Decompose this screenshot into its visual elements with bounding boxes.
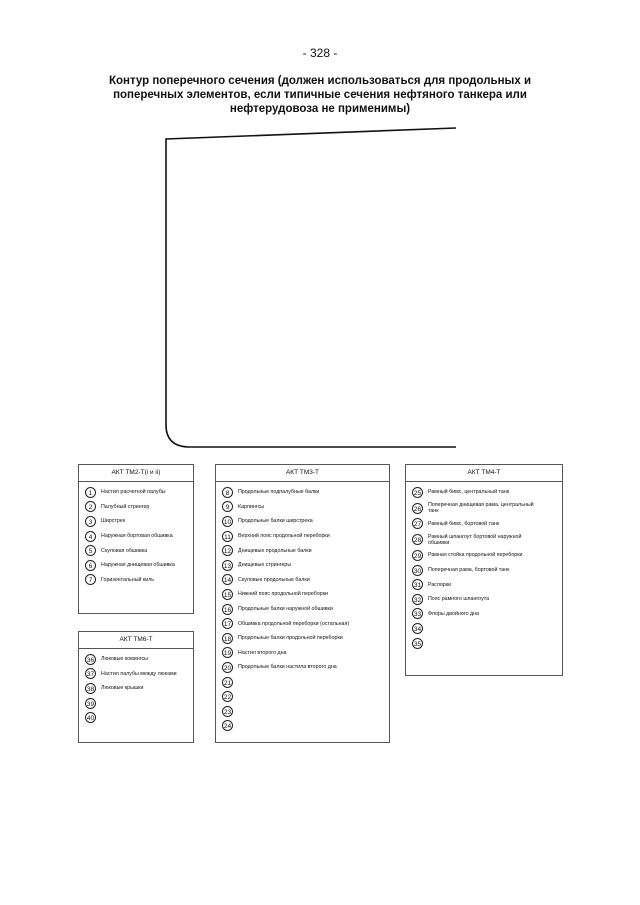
item-number-badge: 17 xyxy=(222,618,233,629)
item-number-badge: 13 xyxy=(222,560,233,571)
item-number-badge: 24 xyxy=(222,720,233,731)
item-label: Палубный стрингер xyxy=(101,503,150,510)
item-number-badge: 27 xyxy=(412,518,423,529)
table-tm4 xyxy=(405,464,563,676)
item-number-badge: 14 xyxy=(222,574,233,585)
item-label: Настил палубы между люками xyxy=(101,670,177,677)
item-number-badge: 35 xyxy=(412,638,423,649)
list-item xyxy=(216,660,389,675)
list-item xyxy=(79,667,193,682)
list-item xyxy=(406,563,562,578)
item-number-badge: 6 xyxy=(85,560,96,571)
item-label: Продольные балки продольной переборки xyxy=(238,635,343,642)
list-item xyxy=(216,485,389,500)
item-label: Ширстрек xyxy=(101,518,126,525)
list-item xyxy=(79,652,193,667)
item-number-badge: 11 xyxy=(222,531,233,542)
list-item xyxy=(216,719,389,734)
list-item xyxy=(216,587,389,602)
item-label: Пояс рамного шпангоута xyxy=(428,596,490,603)
list-item xyxy=(406,517,562,532)
list-item xyxy=(406,636,562,651)
item-label: Днищевые стрингеры xyxy=(238,562,292,569)
item-number-badge: 38 xyxy=(85,683,96,694)
item-number-badge: 1 xyxy=(85,487,96,498)
item-number-badge: 29 xyxy=(412,550,423,561)
item-label: Карлингсы xyxy=(238,503,265,510)
list-item xyxy=(79,485,193,500)
list-item xyxy=(216,675,389,690)
item-number-badge: 23 xyxy=(222,706,233,717)
table-tm3 xyxy=(215,464,390,743)
item-number-badge: 30 xyxy=(412,565,423,576)
item-label: Продольные подпалубные балки xyxy=(238,489,320,496)
list-item xyxy=(216,602,389,617)
list-item xyxy=(79,710,193,725)
table-tm2-rows xyxy=(79,482,193,587)
item-number-badge: 10 xyxy=(222,516,233,527)
item-label: Настил расчетной палубы xyxy=(101,489,166,496)
table-tm3-rows xyxy=(216,482,389,733)
table-tm2 xyxy=(78,464,194,614)
item-number-badge: 20 xyxy=(222,662,233,673)
page-number: - 328 - xyxy=(302,46,338,60)
item-number-badge: 9 xyxy=(222,501,233,512)
list-item xyxy=(216,646,389,661)
list-item xyxy=(216,689,389,704)
list-item xyxy=(216,500,389,515)
item-label: Люковые крышки xyxy=(101,685,144,692)
list-item xyxy=(216,616,389,631)
item-label: Верхний пояс продольной переборки xyxy=(238,533,330,540)
item-number-badge: 25 xyxy=(412,487,423,498)
list-item xyxy=(79,696,193,711)
item-label: Рамная стойка продольной переборки xyxy=(428,552,523,559)
list-item xyxy=(79,529,193,544)
list-item xyxy=(79,558,193,573)
item-label: Продольные балки ширстрека xyxy=(238,518,313,525)
table-tm6-title: АКТ ТМ6-Т xyxy=(79,632,193,649)
list-item xyxy=(406,548,562,563)
hull-section-line xyxy=(166,128,456,447)
item-label: Рамный бимс, бортовой танк xyxy=(428,520,500,527)
list-item xyxy=(79,514,193,529)
item-number-badge: 15 xyxy=(222,589,233,600)
table-tm6 xyxy=(78,631,194,743)
item-number-badge: 5 xyxy=(85,545,96,556)
item-number-badge: 8 xyxy=(222,487,233,498)
list-item xyxy=(216,543,389,558)
item-number-badge: 19 xyxy=(222,647,233,658)
item-number-badge: 40 xyxy=(85,712,96,723)
item-label: Рамный шпангоут бортовой наружной обшивки xyxy=(428,533,522,546)
item-label: Распорки xyxy=(428,581,451,588)
list-item xyxy=(216,558,389,573)
list-item xyxy=(216,514,389,529)
table-tm3-title: АКТ ТМ3-Т xyxy=(216,465,389,482)
item-number-badge: 36 xyxy=(85,654,96,665)
item-label: Наружная днищевая обшивка xyxy=(101,562,175,569)
item-number-badge: 26 xyxy=(412,503,423,514)
item-label: Скуловые продольные балки xyxy=(238,576,310,583)
item-label: Нижний пояс продольной переборки xyxy=(238,591,329,598)
item-number-badge: 7 xyxy=(85,574,96,585)
list-item xyxy=(406,592,562,607)
item-label: Продольные балки наружной обшивки xyxy=(238,606,333,613)
item-label: Днищевые продольные балки xyxy=(238,547,312,554)
table-tm4-rows xyxy=(406,482,562,650)
item-number-badge: 3 xyxy=(85,516,96,527)
list-item xyxy=(406,621,562,636)
table-tm6-rows xyxy=(79,649,193,725)
list-item xyxy=(216,704,389,719)
list-item xyxy=(79,573,193,588)
item-number-badge: 12 xyxy=(222,545,233,556)
list-item xyxy=(406,485,562,500)
item-label: Обшивка продольной переборки (остальная) xyxy=(238,620,350,627)
list-item xyxy=(406,531,562,548)
list-item xyxy=(79,500,193,515)
list-item xyxy=(216,573,389,588)
list-item xyxy=(406,607,562,622)
item-label: Скуловая обшивка xyxy=(101,547,148,554)
item-label: Люковые комингсы xyxy=(101,656,148,663)
list-item xyxy=(216,631,389,646)
item-number-badge: 22 xyxy=(222,691,233,702)
item-number-badge: 16 xyxy=(222,604,233,615)
list-item xyxy=(406,500,562,517)
item-label: Поперечная днищевая рама, центральный танк xyxy=(428,502,534,515)
list-item xyxy=(406,577,562,592)
item-label: Горизонтальный киль xyxy=(101,576,155,583)
item-label: Продольные балки настила второго дна xyxy=(238,664,337,671)
item-label: Флоры двойного дна xyxy=(428,610,479,617)
item-label: Рамный бимс, центральный танк xyxy=(428,489,510,496)
item-number-badge: 32 xyxy=(412,594,423,605)
item-number-badge: 37 xyxy=(85,668,96,679)
item-label: Поперечная рама, бортовой танк xyxy=(428,567,510,574)
list-item xyxy=(79,681,193,696)
item-number-badge: 18 xyxy=(222,633,233,644)
list-item xyxy=(216,529,389,544)
item-number-badge: 31 xyxy=(412,579,423,590)
page-title: Контур поперечного сечения (должен использоваться для продольных и поперечных элементов, если типичные сечения нефтяного танкера или нефтерудовоза не применимы) xyxy=(108,75,532,115)
item-label: Настил второго дна xyxy=(238,649,287,656)
table-tm2-title: АКТ ТМ2-Т(i и ii) xyxy=(79,465,193,482)
item-label: Наружная бортовая обшивка xyxy=(101,533,173,540)
item-number-badge: 21 xyxy=(222,677,233,688)
list-item xyxy=(79,543,193,558)
item-number-badge: 2 xyxy=(85,501,96,512)
item-number-badge: 28 xyxy=(412,534,423,545)
item-number-badge: 34 xyxy=(412,623,423,634)
item-number-badge: 39 xyxy=(85,698,96,709)
table-tm4-title: АКТ ТМ4-Т xyxy=(406,465,562,482)
item-number-badge: 33 xyxy=(412,608,423,619)
item-number-badge: 4 xyxy=(85,531,96,542)
